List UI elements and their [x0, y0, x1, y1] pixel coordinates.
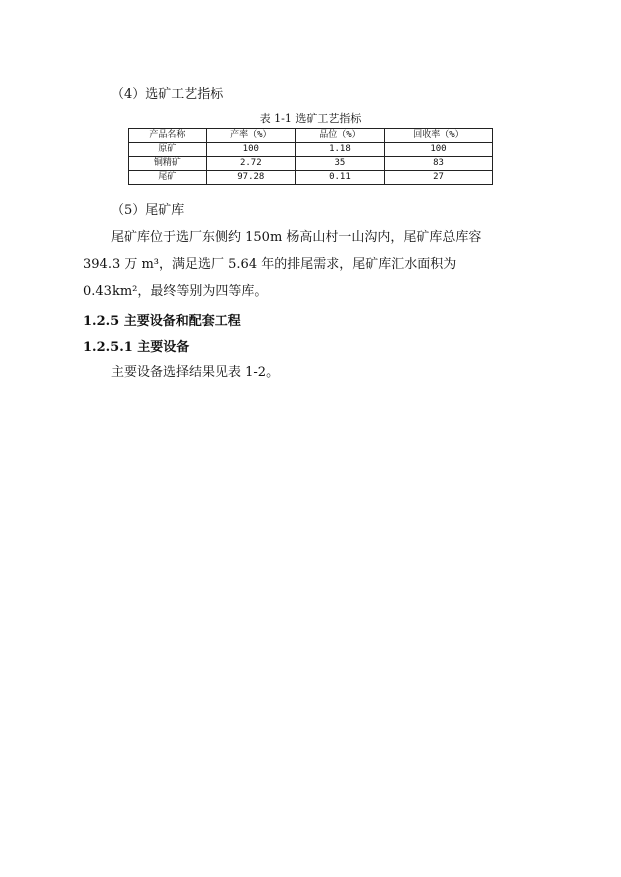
table-cell: 铜精矿	[129, 157, 207, 171]
table-row	[129, 143, 493, 157]
table-caption: 表 1-1 选矿工艺指标	[259, 112, 362, 125]
table-cell: 97.28	[206, 171, 295, 185]
equipment-reference-text: 主要设备选择结果见表 1-2。	[111, 365, 280, 380]
table-row	[129, 171, 493, 185]
table-cell: 100	[206, 143, 295, 157]
table-cell: 83	[384, 157, 492, 171]
table-cell: 100	[384, 143, 492, 157]
table-header-cell: 回收率（%）	[384, 129, 492, 143]
section-heading-main-equipment: 1.2.5.1 主要设备	[83, 340, 190, 355]
section-heading-process-indicators: （4）选矿工艺指标	[111, 87, 224, 102]
table-cell: 尾矿	[129, 171, 207, 185]
table-row	[129, 157, 493, 171]
process-indicators-table	[128, 128, 493, 185]
table-cell: 27	[384, 171, 492, 185]
table-cell: 2.72	[206, 157, 295, 171]
table-cell: 原矿	[129, 143, 207, 157]
table-cell: 0.11	[295, 171, 384, 185]
tailings-paragraph	[83, 224, 543, 305]
table-header-row	[129, 129, 493, 143]
table-header-cell: 品位（%）	[295, 129, 384, 143]
paragraph-line: 394.3 万 m³，满足选厂 5.64 年的排尾需求，尾矿库汇水面积为	[83, 257, 457, 272]
paragraph-line: 尾矿库位于选厂东侧约 150m 杨高山村一山沟内，尾矿库总库容	[111, 230, 482, 245]
section-heading-main-equipment-and-facilities: 1.2.5 主要设备和配套工程	[83, 314, 241, 329]
table-cell: 35	[295, 157, 384, 171]
table-cell: 1.18	[295, 143, 384, 157]
table-header-cell: 产率（%）	[206, 129, 295, 143]
section-heading-tailings-pond: （5）尾矿库	[111, 203, 185, 218]
table-header-cell: 产品名称	[129, 129, 207, 143]
paragraph-line: 0.43km²，最终等别为四等库。	[83, 284, 268, 299]
